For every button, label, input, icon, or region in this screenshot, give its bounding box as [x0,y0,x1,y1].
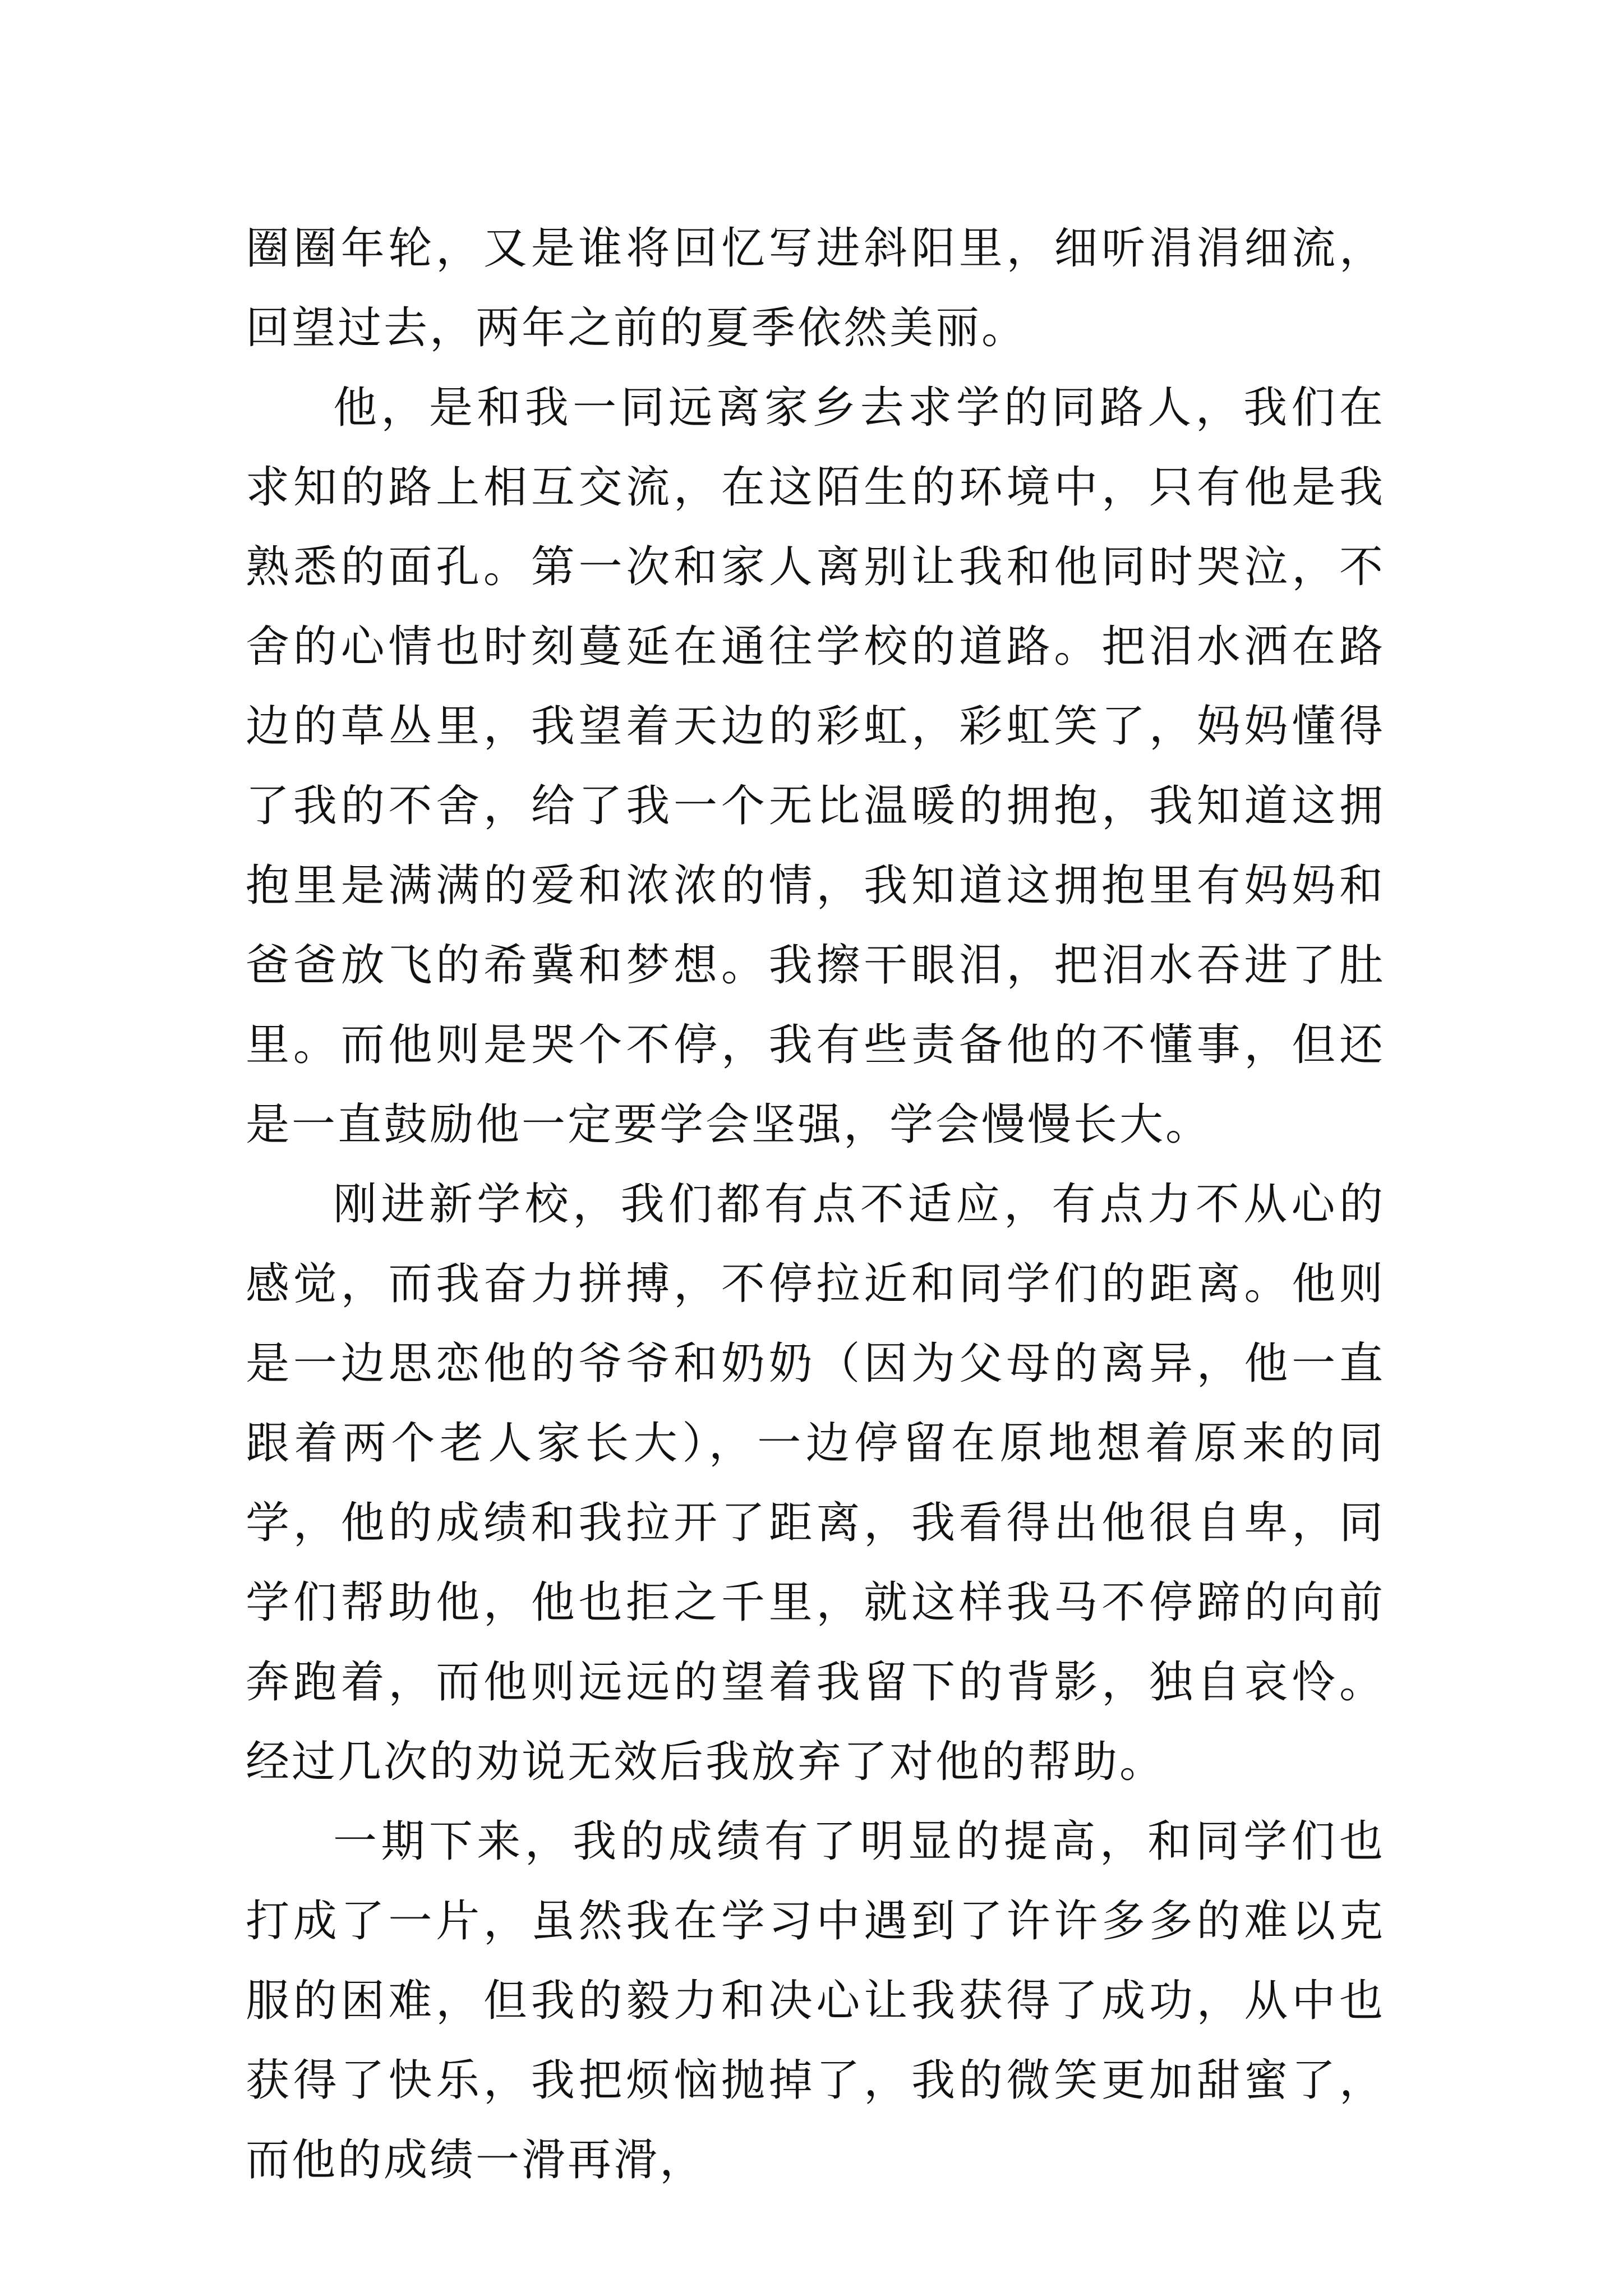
paragraph-2: 他，是和我一同远离家乡去求学的同路人，我们在求知的路上相互交流，在这陌生的环境中，只有他是我熟悉的面孔。第一次和家人离别让我和他同时哭泣，不舍的心情也时刻蔓延在通往学校的道路。把泪水洒在路边的草丛里，我望着天边的彩虹，彩虹笑了，妈妈懂得了我的不舍，给了我一个无比温暖的拥抱，我知道这拥抱里是满满的爱和浓浓的情，我知道这拥抱里有妈妈和爸爸放飞的希冀和梦想。我擦干眼泪，把泪水吞进了肚里。而他则是哭个不停，我有些责备他的不懂事，但还是一直鼓励他一定要学会坚强，学会慢慢长大。 [246,383,1385,1150]
paragraph-3: 刚进新学校，我们都有点不适应，有点力不从心的感觉，而我奋力拼搏，不停拉近和同学们的距离。他则是一边思恋他的爷爷和奶奶（因为父母的离异，他一直跟着两个老人家长大），一边停留在原地想着原来的同学，他的成绩和我拉开了距离，我看得出他很自卑，同学们帮助他，他也拒之千里，就这样我马不停蹄的向前奔跑着，而他则远远的望着我留下的背影，独自哀怜。经过几次的劝说无效后我放弃了对他的帮助。 [246,1179,1385,1787]
paragraph-4: 一期下来，我的成绩有了明显的提高，和同学们也打成了一片，虽然我在学习中遇到了许许多多的难以克服的困难，但我的毅力和决心让我获得了成功，从中也获得了快乐，我把烦恼抛掉了，我的微笑更加甜蜜了，而他的成绩一滑再滑， [246,1816,1385,2185]
essay-body [246,209,1385,2200]
paragraph-1: 圈圈年轮，又是谁将回忆写进斜阳里，细听涓涓细流，回望过去，两年之前的夏季依然美丽。 [246,223,1385,353]
